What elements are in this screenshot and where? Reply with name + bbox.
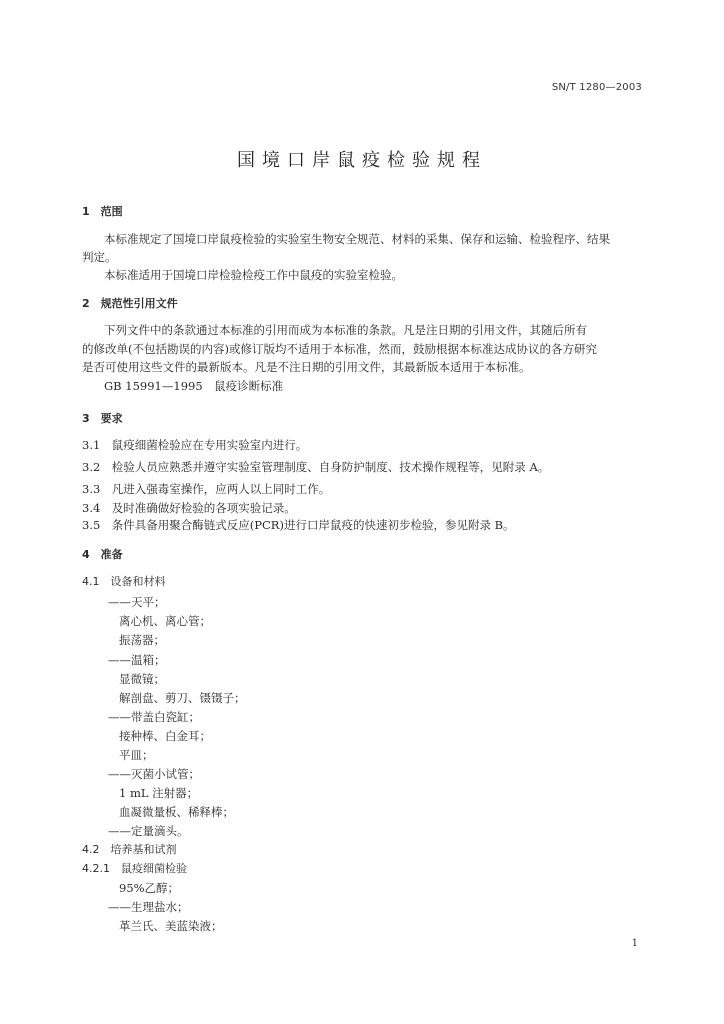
document-title: 国境口岸鼠疫检验规程: [237, 150, 487, 171]
paragraph-line: 的修改单(不包括勘误的内容)或修订版均不适用于本标准，然而，鼓励根据本标准达成协议的各方研究: [82, 342, 597, 356]
equipment-item: 解剖盘、剪刀、镊镊子；: [119, 691, 246, 705]
equipment-item: 显微镜；: [119, 672, 165, 686]
standard-number: SN/T 1280—2003: [551, 82, 642, 93]
section-1-heading: 1 范围: [82, 205, 123, 218]
equipment-item: ——天平；: [108, 595, 166, 609]
requirement-item: 3.3 凡进入强毒室操作，应两人以上同时工作。: [82, 482, 331, 496]
section-2-heading: 2 规范性引用文件: [82, 297, 178, 310]
equipment-item: ——定量滴头。: [108, 824, 189, 838]
equipment-item: ——带盖白瓷缸；: [108, 710, 200, 724]
requirement-item: 3.4 及时准确做好检验的各项实验记录。: [82, 501, 296, 515]
section-4-heading: 4 准备: [82, 548, 123, 561]
equipment-item: ——灭菌小试管；: [108, 767, 200, 781]
requirement-item: 3.1 鼠疫细菌检验应在专用实验室内进行。: [82, 438, 308, 452]
reagent-item: 95%乙醇；: [119, 881, 180, 895]
requirement-item: 3.5 条件具备用聚合酶链式反应(PCR)进行口岸鼠疫的快速初步检验，参见附录 B。: [82, 518, 515, 532]
paragraph-line: 判定。: [82, 250, 117, 264]
subsection-4-2-heading: 4.2 培养基和试剂: [82, 843, 177, 856]
reagent-item: ——生理盐水；: [108, 900, 189, 914]
requirement-item: 3.2 检验人员应熟悉并遵守实验室管理制度、自身防护制度、技术操作规程等，见附录 A。: [82, 460, 550, 474]
section-3-heading: 3 要求: [82, 412, 123, 425]
normative-reference: GB 15991—1995 鼠疫诊断标准: [104, 379, 284, 393]
equipment-item: 离心机、离心管；: [119, 614, 211, 628]
equipment-item: 接种棒、白金耳；: [119, 729, 211, 743]
paragraph-line: 本标准规定了国境口岸鼠疫检验的实验室生物安全规范、材料的采集、保存和运输、检验程序、结果: [104, 232, 610, 246]
equipment-item: 振荡器；: [119, 633, 165, 647]
equipment-item: 1 mL 注射器；: [119, 786, 199, 800]
page-number: 1: [631, 938, 638, 949]
paragraph-line: 本标准适用于国境口岸检验检疫工作中鼠疫的实验室检验。: [104, 268, 403, 282]
subsection-4-2-1-heading: 4.2.1 鼠疫细菌检验: [82, 862, 187, 875]
reagent-item: 革兰氏、美蓝染液；: [119, 919, 223, 933]
equipment-item: ——温箱；: [108, 653, 166, 667]
equipment-item: 血凝微量板、稀释棒；: [119, 805, 234, 819]
paragraph-line: 是否可使用这些文件的最新版本。凡是不注日期的引用文件，其最新版本适用于本标准。: [82, 360, 531, 374]
equipment-item: 平皿；: [119, 748, 154, 762]
subsection-4-1-heading: 4.1 设备和材料: [82, 575, 166, 588]
paragraph-line: 下列文件中的条款通过本标准的引用而成为本标准的条款。凡是注日期的引用文件，其随后所有: [104, 323, 587, 337]
